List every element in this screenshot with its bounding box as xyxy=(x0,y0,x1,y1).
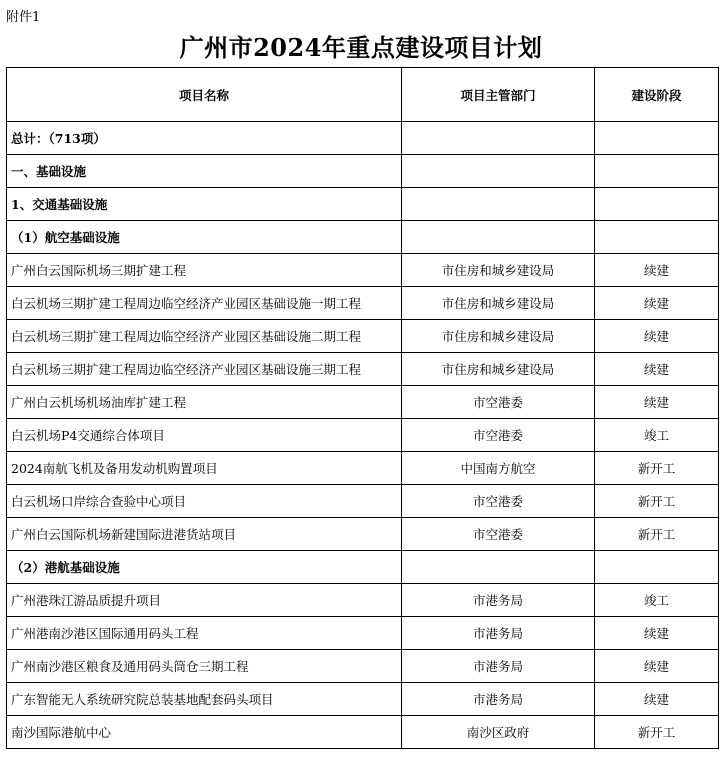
cell-department: 市空港委 xyxy=(402,518,595,551)
table-row xyxy=(7,485,719,518)
cell-department: 市住房和城乡建设局 xyxy=(402,287,595,320)
table-row xyxy=(7,320,719,353)
cell-stage: 续建 xyxy=(595,650,719,683)
cell-department: 市住房和城乡建设局 xyxy=(402,320,595,353)
cell-stage xyxy=(595,188,719,221)
cell-department xyxy=(402,155,595,188)
cell-project-name: （1）航空基础设施 xyxy=(7,221,402,254)
cell-stage xyxy=(595,122,719,155)
cell-department xyxy=(402,221,595,254)
cell-project-name: 白云机场三期扩建工程周边临空经济产业园区基础设施一期工程 xyxy=(7,287,402,320)
section-row xyxy=(7,122,719,155)
table-row xyxy=(7,287,719,320)
cell-department xyxy=(402,188,595,221)
cell-project-name: 广州白云国际机场三期扩建工程 xyxy=(7,254,402,287)
project-table xyxy=(6,67,719,749)
cell-stage: 续建 xyxy=(595,254,719,287)
table-header-row xyxy=(7,68,719,122)
cell-department: 市空港委 xyxy=(402,419,595,452)
table-body xyxy=(7,122,719,749)
cell-stage xyxy=(595,221,719,254)
table-row xyxy=(7,584,719,617)
cell-stage: 续建 xyxy=(595,683,719,716)
cell-project-name: 1、交通基础设施 xyxy=(7,188,402,221)
table-row xyxy=(7,386,719,419)
table-row xyxy=(7,716,719,749)
cell-project-name: 广州白云机场机场油库扩建工程 xyxy=(7,386,402,419)
table-row xyxy=(7,254,719,287)
header-stage: 建设阶段 xyxy=(595,68,719,122)
cell-project-name: 广州南沙港区粮食及通用码头筒仓三期工程 xyxy=(7,650,402,683)
cell-department: 市空港委 xyxy=(402,485,595,518)
cell-stage: 续建 xyxy=(595,617,719,650)
table-row xyxy=(7,452,719,485)
cell-project-name: （2）港航基础设施 xyxy=(7,551,402,584)
cell-department: 市港务局 xyxy=(402,584,595,617)
table-row xyxy=(7,419,719,452)
attachment-label: 附件1 xyxy=(6,10,41,25)
cell-project-name: 广州白云国际机场新建国际进港货站项目 xyxy=(7,518,402,551)
cell-department: 南沙区政府 xyxy=(402,716,595,749)
cell-stage: 新开工 xyxy=(595,485,719,518)
cell-stage: 新开工 xyxy=(595,518,719,551)
cell-department: 市空港委 xyxy=(402,386,595,419)
cell-department: 市住房和城乡建设局 xyxy=(402,254,595,287)
cell-project-name: 白云机场P4交通综合体项目 xyxy=(7,419,402,452)
cell-stage xyxy=(595,551,719,584)
cell-project-name: 广东智能无人系统研究院总装基地配套码头项目 xyxy=(7,683,402,716)
page-title: 广州市2024年重点建设项目计划 xyxy=(179,33,543,62)
cell-project-name: 白云机场三期扩建工程周边临空经济产业园区基础设施三期工程 xyxy=(7,353,402,386)
table-row xyxy=(7,650,719,683)
cell-project-name: 总计：（713项） xyxy=(7,122,402,155)
cell-stage: 续建 xyxy=(595,386,719,419)
cell-stage: 竣工 xyxy=(595,419,719,452)
cell-stage xyxy=(595,155,719,188)
cell-project-name: 广州港南沙港区国际通用码头工程 xyxy=(7,617,402,650)
cell-department xyxy=(402,551,595,584)
cell-department: 市住房和城乡建设局 xyxy=(402,353,595,386)
cell-stage: 新开工 xyxy=(595,452,719,485)
cell-project-name: 2024南航飞机及备用发动机购置项目 xyxy=(7,452,402,485)
section-row xyxy=(7,188,719,221)
table-row xyxy=(7,617,719,650)
cell-stage: 新开工 xyxy=(595,716,719,749)
section-row xyxy=(7,551,719,584)
cell-project-name: 白云机场口岸综合查验中心项目 xyxy=(7,485,402,518)
section-row xyxy=(7,221,719,254)
cell-department: 市港务局 xyxy=(402,683,595,716)
table-row xyxy=(7,683,719,716)
cell-stage: 续建 xyxy=(595,287,719,320)
header-department: 项目主管部门 xyxy=(402,68,595,122)
cell-department: 市港务局 xyxy=(402,617,595,650)
cell-department: 市港务局 xyxy=(402,650,595,683)
cell-department xyxy=(402,122,595,155)
cell-stage: 续建 xyxy=(595,320,719,353)
cell-project-name: 一、基础设施 xyxy=(7,155,402,188)
table-row xyxy=(7,518,719,551)
cell-stage: 竣工 xyxy=(595,584,719,617)
header-project-name: 项目名称 xyxy=(7,68,402,122)
cell-project-name: 白云机场三期扩建工程周边临空经济产业园区基础设施二期工程 xyxy=(7,320,402,353)
section-row xyxy=(7,155,719,188)
cell-project-name: 南沙国际港航中心 xyxy=(7,716,402,749)
cell-project-name: 广州港珠江游品质提升项目 xyxy=(7,584,402,617)
cell-stage: 续建 xyxy=(595,353,719,386)
table-row xyxy=(7,353,719,386)
cell-department: 中国南方航空 xyxy=(402,452,595,485)
